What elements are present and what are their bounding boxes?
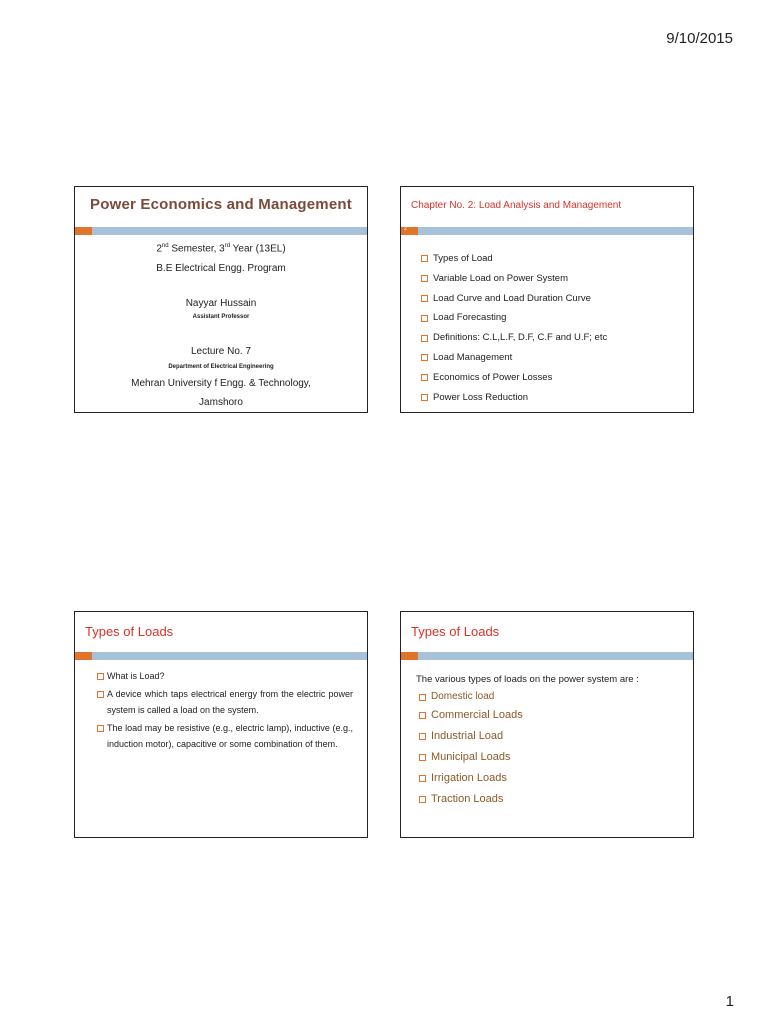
list-item-label: What is Load? xyxy=(107,671,165,681)
square-bullet-icon xyxy=(421,295,428,302)
slide-title: Power Economics and Management xyxy=(90,196,352,213)
slide-title-area xyxy=(75,612,367,652)
list-item xyxy=(421,368,683,388)
list-item-label: Definitions: C.L,L.F, D.F, C.F and U.F; etc xyxy=(433,332,608,344)
list-item-label: Load Curve and Load Duration Curve xyxy=(433,292,591,304)
square-bullet-icon xyxy=(419,796,426,803)
slide-title: Chapter No. 2: Load Analysis and Management xyxy=(411,200,622,211)
semester-suffix: nd xyxy=(161,243,169,249)
semester-text: Semester, 3 xyxy=(168,243,225,255)
slide-title: Types of Loads xyxy=(85,624,174,639)
list-item-label: Municipal Loads xyxy=(431,751,511,763)
square-bullet-icon xyxy=(97,725,104,732)
list-item xyxy=(421,249,683,269)
slide-title-area xyxy=(401,187,693,227)
slide-title-area xyxy=(75,187,367,227)
square-bullet-icon xyxy=(421,374,428,381)
square-bullet-icon xyxy=(421,315,428,322)
list-item xyxy=(419,726,523,747)
header-accent xyxy=(401,652,418,660)
outline-list xyxy=(421,249,683,407)
slide-header-bar xyxy=(401,227,693,235)
square-bullet-icon xyxy=(421,394,428,401)
list-item-label: Traction Loads xyxy=(431,793,504,805)
list-item xyxy=(421,348,683,368)
list-item-label: Economics of Power Losses xyxy=(433,371,553,383)
list-item-label: Commercial Loads xyxy=(431,709,523,721)
slide-title-cover xyxy=(74,186,368,413)
year-text: Year (13EL) xyxy=(230,243,286,255)
list-item xyxy=(419,747,523,768)
list-item-label: Industrial Load xyxy=(431,730,504,742)
list-item xyxy=(421,328,683,348)
list-item-label: Types of Load xyxy=(433,253,493,264)
square-bullet-icon xyxy=(421,275,428,282)
square-bullet-icon xyxy=(97,691,104,698)
header-accent xyxy=(75,227,92,235)
list-item-label: Variable Load on Power System xyxy=(433,272,569,284)
list-item xyxy=(419,689,523,705)
list-item-label: Load Management xyxy=(433,351,513,363)
square-bullet-icon xyxy=(419,775,426,782)
square-bullet-icon xyxy=(419,733,426,740)
slide-load-types xyxy=(400,611,694,838)
list-item-label: A device which taps electrical energy from the electric power system is called a load on the system. xyxy=(107,689,353,715)
slide-header-bar xyxy=(75,652,367,660)
square-bullet-icon xyxy=(419,694,426,701)
slide-header-bar xyxy=(75,227,367,235)
list-item xyxy=(421,388,683,408)
square-bullet-icon xyxy=(97,673,104,680)
header-accent xyxy=(401,227,418,235)
city: Jamshoro xyxy=(199,397,243,408)
slide-what-is-load xyxy=(74,611,368,838)
list-item xyxy=(421,308,683,328)
slide-header-bar xyxy=(401,652,693,660)
square-bullet-icon xyxy=(421,255,428,262)
load-types-list xyxy=(419,689,523,810)
intro-text: The various types of loads on the power system are : xyxy=(416,674,639,685)
square-bullet-icon xyxy=(421,335,428,342)
list-item xyxy=(97,686,353,718)
semester-number: 2 xyxy=(156,243,162,255)
slide-title: Types of Loads xyxy=(411,624,500,639)
list-item xyxy=(421,289,683,309)
list-item xyxy=(419,789,523,810)
slide-title-area xyxy=(401,612,693,652)
list-item-label: Domestic load xyxy=(431,691,495,702)
slide-number: 2 xyxy=(404,226,407,232)
definition-list xyxy=(97,668,353,754)
page-date: 9/10/2015 xyxy=(666,30,733,47)
list-item-label: Power Loss Reduction xyxy=(433,391,529,403)
lecture-number: Lecture No. 7 xyxy=(190,346,252,357)
year-suffix: rd xyxy=(224,243,231,249)
header-accent xyxy=(75,652,92,660)
list-item-label: Load Forecasting xyxy=(433,312,507,324)
author-title: Assistant Professor xyxy=(192,314,250,320)
list-item xyxy=(419,768,523,789)
department: Department of Electrical Engineering xyxy=(168,364,274,370)
list-item-label: Irrigation Loads xyxy=(431,772,507,784)
square-bullet-icon xyxy=(421,354,428,361)
university: Mehran University f Engg. & Technology, xyxy=(131,378,311,389)
program-line: B.E Electrical Engg. Program xyxy=(156,263,286,274)
author-name: Nayyar Hussain xyxy=(185,298,257,309)
list-item xyxy=(419,705,523,726)
page-number: 1 xyxy=(725,993,734,1010)
list-item xyxy=(97,668,353,684)
list-item xyxy=(97,720,353,752)
square-bullet-icon xyxy=(419,754,426,761)
list-item-label: The load may be resistive (e.g., electric lamp), inductive (e.g., induction motor), capacitive or some combination of them. xyxy=(107,723,353,749)
list-item xyxy=(421,269,683,289)
slide-chapter-outline xyxy=(400,186,694,413)
semester-line xyxy=(75,243,367,254)
square-bullet-icon xyxy=(419,712,426,719)
